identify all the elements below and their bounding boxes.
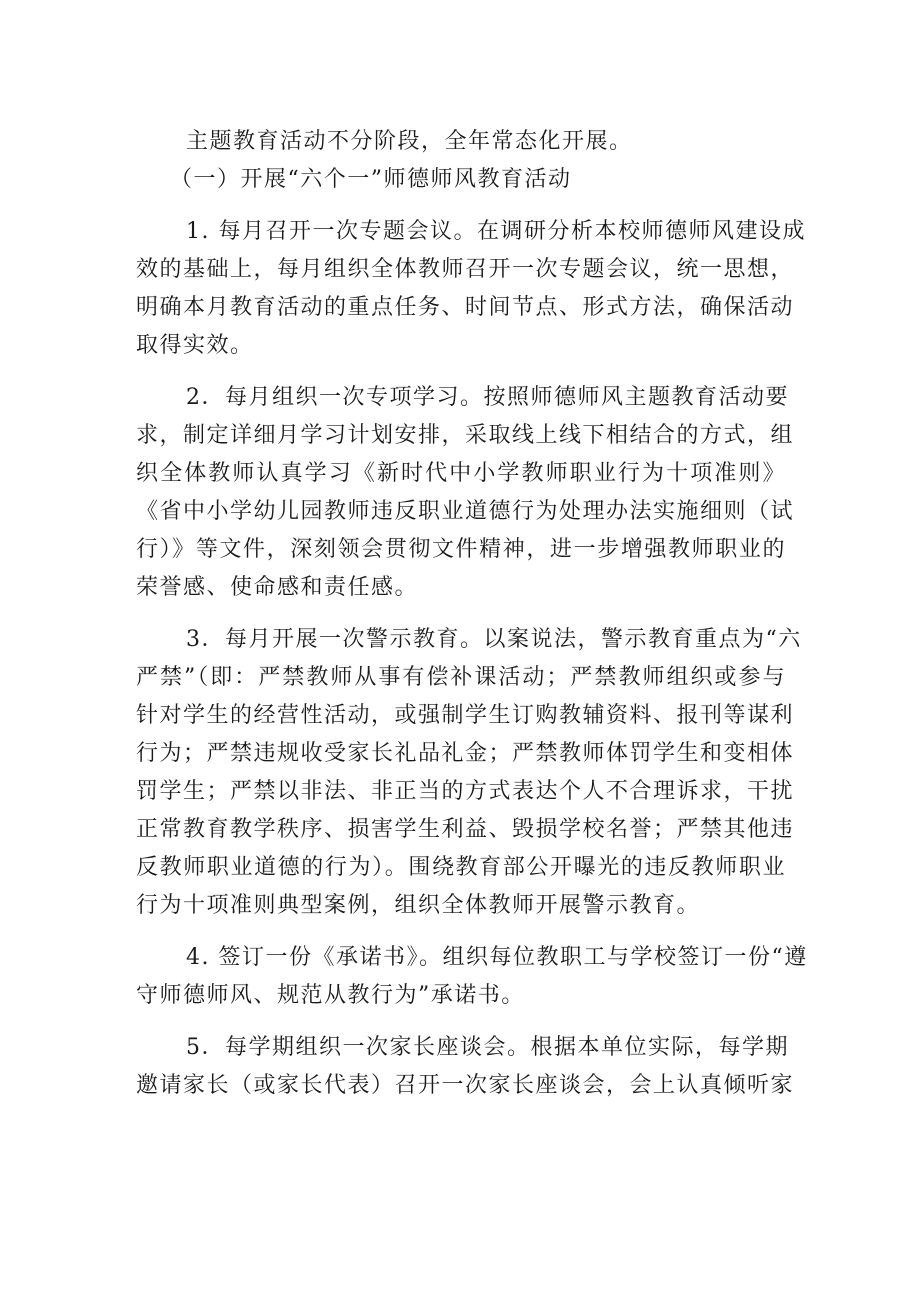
paragraph-4 [136, 939, 808, 1015]
text-line: 3．每月开展一次警示教育。以案说法，警示教育重点为“六 [186, 627, 802, 652]
paragraph-3 [136, 621, 802, 925]
text-line: 行）》等文件，深刻领会贯彻文件精神，进一步增强教师职业的 [136, 537, 786, 562]
text-line: 荣誉感、使命感和责任感。 [136, 575, 419, 600]
section-heading: （一）开展“六个一”师德师风教育活动 [170, 167, 572, 192]
text-line: 织全体教师认真学习《新时代中小学教师职业行为十项准则》 [136, 461, 786, 486]
text-line: 2．每月组织一次专项学习。按照师德师风主题教育活动要 [186, 385, 789, 410]
text-line: 《省中小学幼儿园教师违反职业道德行为处理办法实施细则（试 [136, 499, 795, 524]
document-body [136, 123, 808, 1105]
paragraph-2 [136, 379, 795, 607]
text-line: 罚学生；严禁以非法、非正当的方式表达个人不合理诉求，干扰 [136, 779, 795, 804]
text-line: 主题教育活动不分阶段，全年常态化开展。 [186, 129, 633, 154]
text-line: 求，制定详细月学习计划安排，采取线上线下相结合的方式，组 [136, 423, 795, 448]
text-line: 严禁”（即：严禁教师从事有偿补课活动；严禁教师组织或参与 [136, 665, 786, 690]
text-line: 4. 签订一份《承诺书》。组织每位教职工与学校签订一份“遵 [186, 945, 808, 970]
text-line: 明确本月教育活动的重点任务、时间节点、形式方法，确保活动 [136, 295, 795, 320]
text-line: 取得实效。 [136, 333, 254, 358]
text-line: 效的基础上，每月组织全体教师召开一次专题会议，统一思想， [136, 257, 795, 282]
text-line: 行为十项准则典型案例，组织全体教师开展警示教育。 [136, 893, 701, 918]
text-line: 1. 每月召开一次专题会议。在调研分析本校师德师风建设成 [186, 219, 806, 244]
text-line: 守师德师风、规范从教行为”承诺书。 [136, 983, 525, 1008]
text-line: 针对学生的经营性活动，或强制学生订购教辅资料、报刊等谋利 [136, 703, 795, 728]
text-line: 反教师职业道德的行为）。围绕教育部公开曝光的违反教师职业 [136, 855, 786, 880]
text-line: 邀请家长（或家长代表）召开一次家长座谈会，会上认真倾听家 [136, 1073, 795, 1098]
paragraph-1 [136, 213, 806, 365]
text-line: 行为；严禁违规收受家长礼品礼金；严禁教师体罚学生和变相体 [136, 741, 795, 766]
text-line: 正常教育教学秩序、损害学生利益、毁损学校名誉；严禁其他违 [136, 817, 795, 842]
text-line: 5．每学期组织一次家长座谈会。根据本单位实际，每学期 [186, 1035, 789, 1060]
paragraph-5 [136, 1029, 795, 1105]
